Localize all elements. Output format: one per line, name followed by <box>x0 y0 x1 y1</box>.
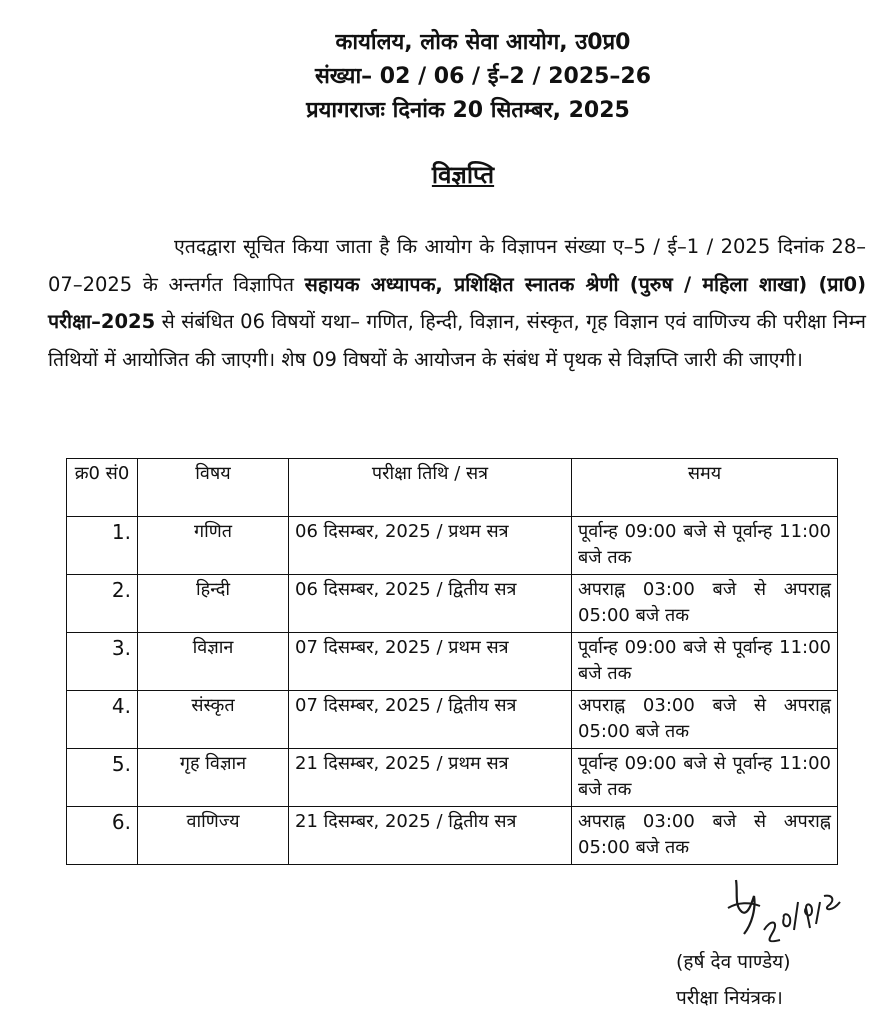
table-row <box>67 575 838 633</box>
row-date-session: 07 दिसम्बर, 2025 / द्वितीय सत्र <box>289 691 572 749</box>
table-row <box>67 691 838 749</box>
row-subject: वाणिज्य <box>138 807 289 865</box>
notice-title: विज्ञप्ति <box>431 161 495 189</box>
exam-name: सहायक अध्यापक, प्रशिक्षित स्नातक श्रेणी (पुरुष / महिला शाखा) (प्रा0) परीक्षा–2025 <box>48 272 866 333</box>
row-serial: 1. <box>67 517 138 575</box>
handwritten-signature <box>708 872 848 952</box>
table-row <box>67 517 838 575</box>
office-header <box>0 26 896 128</box>
row-subject: संस्कृत <box>138 691 289 749</box>
row-serial: 5. <box>67 749 138 807</box>
table-row <box>67 807 838 865</box>
row-time: अपराह्न 03:00 बजे से अपराह्न 05:00 बजे तक <box>572 807 838 865</box>
exam-schedule-table <box>66 458 838 865</box>
row-serial: 3. <box>67 633 138 691</box>
signatory-name: (हर्ष देव पाण्डेय) <box>676 951 791 973</box>
row-subject: गृह विज्ञान <box>138 749 289 807</box>
table-header-row <box>67 459 838 517</box>
table-row <box>67 749 838 807</box>
row-subject: हिन्दी <box>138 575 289 633</box>
body-text-1: एतदद्वारा सूचित किया जाता है कि आयोग के विज्ञापन संख्या ए–5 / ई–1 / 2025 दिनांक 28–07–2025 के अन्तर्गत विज्ञापित <box>48 235 866 296</box>
row-serial: 6. <box>67 807 138 865</box>
row-time: पूर्वान्ह 09:00 बजे से पूर्वान्ह 11:00 बजे तक <box>572 633 838 691</box>
row-date-session: 06 दिसम्बर, 2025 / द्वितीय सत्र <box>289 575 572 633</box>
header-date-session: परीक्षा तिथि / सत्र <box>289 459 572 517</box>
reference-number: संख्या– 02 / 06 / ई–2 / 2025–26 <box>314 64 652 89</box>
row-serial: 4. <box>67 691 138 749</box>
header-serial: क्र0 सं0 <box>67 459 138 517</box>
row-subject: गणित <box>138 517 289 575</box>
table-row <box>67 633 838 691</box>
signature-block <box>676 944 876 1016</box>
row-time: अपराह्न 03:00 बजे से अपराह्न 05:00 बजे तक <box>572 575 838 633</box>
header-subject: विषय <box>138 459 289 517</box>
notice-body <box>48 228 866 378</box>
row-date-session: 07 दिसम्बर, 2025 / प्रथम सत्र <box>289 633 572 691</box>
header-time: समय <box>572 459 838 517</box>
office-name: कार्यालय, लोक सेवा आयोग, उ0प्र0 <box>335 30 631 55</box>
row-date-session: 21 दिसम्बर, 2025 / द्वितीय सत्र <box>289 807 572 865</box>
row-time: पूर्वान्ह 09:00 बजे से पूर्वान्ह 11:00 बजे तक <box>572 749 838 807</box>
body-text-2: से संबंधित 06 विषयों यथा– गणित, हिन्दी, विज्ञान, संस्कृत, गृह विज्ञान एवं वाणिज्य की परीक्षा निम्न तिथियों में आयोजित की जाएगी। शेष 09 विषयों के आयोजन के संबंध में पृथक से विज्ञप्ति जारी की जाएगी। <box>48 310 866 371</box>
place-and-date: प्रयागराजः दिनांक 20 सितम्बर, 2025 <box>306 98 630 123</box>
row-time: पूर्वान्ह 09:00 बजे से पूर्वान्ह 11:00 बजे तक <box>572 517 838 575</box>
row-serial: 2. <box>67 575 138 633</box>
row-date-session: 21 दिसम्बर, 2025 / प्रथम सत्र <box>289 749 572 807</box>
row-subject: विज्ञान <box>138 633 289 691</box>
row-date-session: 06 दिसम्बर, 2025 / प्रथम सत्र <box>289 517 572 575</box>
signatory-designation: परीक्षा नियंत्रक। <box>676 987 783 1009</box>
row-time: अपराह्न 03:00 बजे से अपराह्न 05:00 बजे तक <box>572 691 838 749</box>
